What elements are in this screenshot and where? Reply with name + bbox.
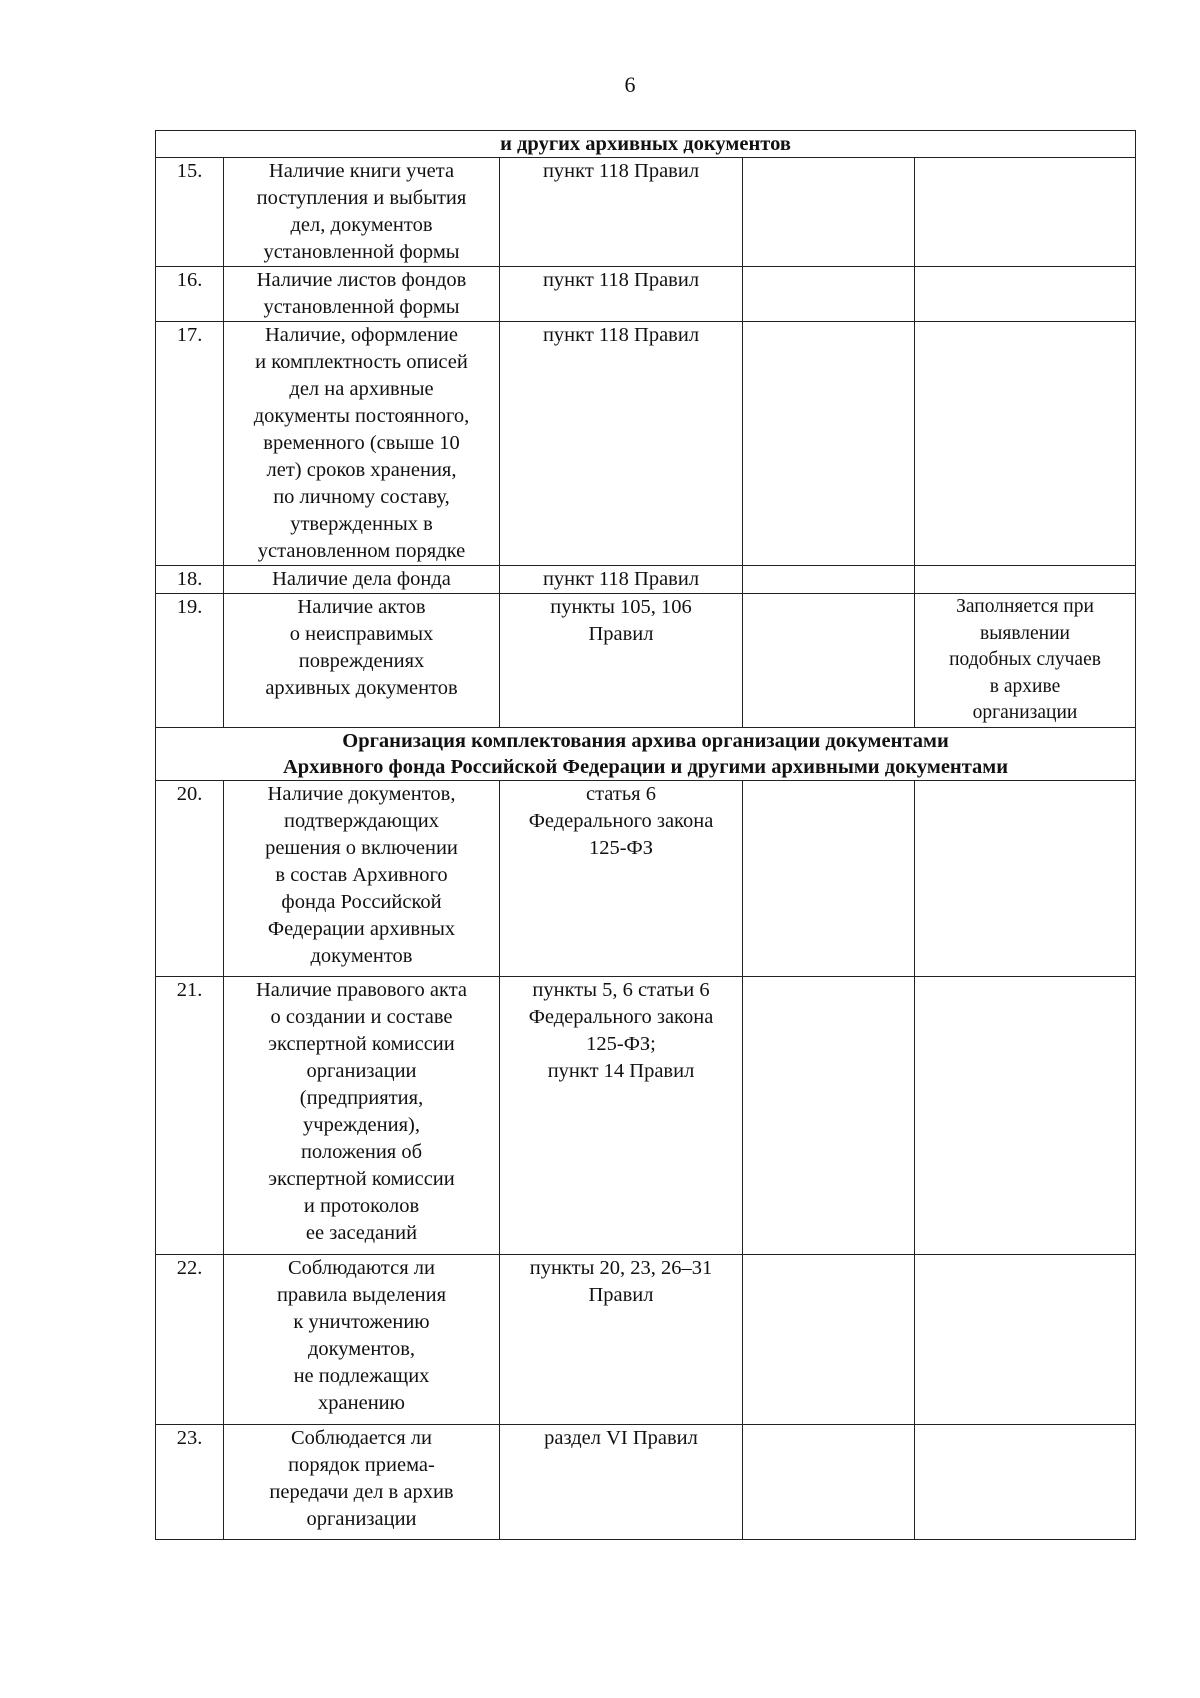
row-number: 19.	[156, 594, 224, 728]
requirement-cell: Наличие дела фонда	[224, 566, 500, 594]
result-cell	[743, 322, 915, 566]
reference-cell: пункт 118 Правил	[500, 158, 743, 267]
row-number: 17.	[156, 322, 224, 566]
table-row	[156, 1254, 1136, 1424]
requirement-cell: Соблюдаются ли правила выделения к уничтожению документов, не подлежащих хранению	[224, 1254, 500, 1424]
note-cell	[915, 158, 1136, 267]
reference-cell: раздел VI Правил	[500, 1424, 743, 1539]
result-cell	[743, 780, 915, 976]
reference-cell: пункт 118 Правил	[500, 267, 743, 322]
result-cell	[743, 976, 915, 1254]
table-row	[156, 976, 1136, 1254]
page-number: 6	[624, 72, 636, 97]
requirement-cell: Наличие, оформление и комплектность описей дел на архивные документы постоянного, временного (свыше 10 лет) сроков хранения, по личному составу, утвержденных в установленном порядке	[224, 322, 500, 566]
note-cell	[915, 1254, 1136, 1424]
checklist-table	[155, 130, 1136, 1540]
table-row	[156, 267, 1136, 322]
row-number: 15.	[156, 158, 224, 267]
row-number: 18.	[156, 566, 224, 594]
note-cell	[915, 322, 1136, 566]
requirement-cell: Наличие правового акта о создании и составе экспертной комиссии организации (предприятия, учреждения), положения об экспертной комиссии и протоколов ее заседаний	[224, 976, 500, 1254]
row-number: 21.	[156, 976, 224, 1254]
result-cell	[743, 158, 915, 267]
reference-cell: пункт 118 Правил	[500, 566, 743, 594]
requirement-cell: Наличие листов фондов установленной формы	[224, 267, 500, 322]
table-row	[156, 322, 1136, 566]
row-number: 22.	[156, 1254, 224, 1424]
result-cell	[743, 267, 915, 322]
note-cell	[915, 267, 1136, 322]
note-cell	[915, 566, 1136, 594]
section-header-row	[156, 131, 1136, 158]
note-cell	[915, 1424, 1136, 1539]
section-header-row	[156, 727, 1136, 780]
section-header: Организация комплектования архива организации документами Архивного фонда Российской Федерации и другими архивными документами	[156, 727, 1136, 780]
result-cell	[743, 566, 915, 594]
row-number: 23.	[156, 1424, 224, 1539]
reference-cell: статья 6 Федерального закона 125-ФЗ	[500, 780, 743, 976]
note-cell	[915, 780, 1136, 976]
reference-cell: пункты 105, 106 Правил	[500, 594, 743, 728]
reference-cell: пункты 20, 23, 26–31 Правил	[500, 1254, 743, 1424]
row-number: 20.	[156, 780, 224, 976]
table-row	[156, 594, 1136, 728]
requirement-cell: Наличие документов, подтверждающих решения о включении в состав Архивного фонда Российской Федерации архивных документов	[224, 780, 500, 976]
table-row	[156, 158, 1136, 267]
section-header: и других архивных документов	[156, 131, 1136, 158]
result-cell	[743, 594, 915, 728]
result-cell	[743, 1424, 915, 1539]
table-row	[156, 780, 1136, 976]
note-cell: Заполняется при выявлении подобных случаев в архиве организации	[915, 594, 1136, 728]
requirement-cell: Наличие книги учета поступления и выбытия дел, документов установленной формы	[224, 158, 500, 267]
requirement-cell: Соблюдается ли порядок приема- передачи дел в архив организации	[224, 1424, 500, 1539]
note-cell	[915, 976, 1136, 1254]
table-row	[156, 566, 1136, 594]
table-row	[156, 1424, 1136, 1539]
requirement-cell: Наличие актов о неисправимых повреждениях архивных документов	[224, 594, 500, 728]
reference-cell: пункты 5, 6 статьи 6 Федерального закона 125-ФЗ; пункт 14 Правил	[500, 976, 743, 1254]
row-number: 16.	[156, 267, 224, 322]
reference-cell: пункт 118 Правил	[500, 322, 743, 566]
result-cell	[743, 1254, 915, 1424]
